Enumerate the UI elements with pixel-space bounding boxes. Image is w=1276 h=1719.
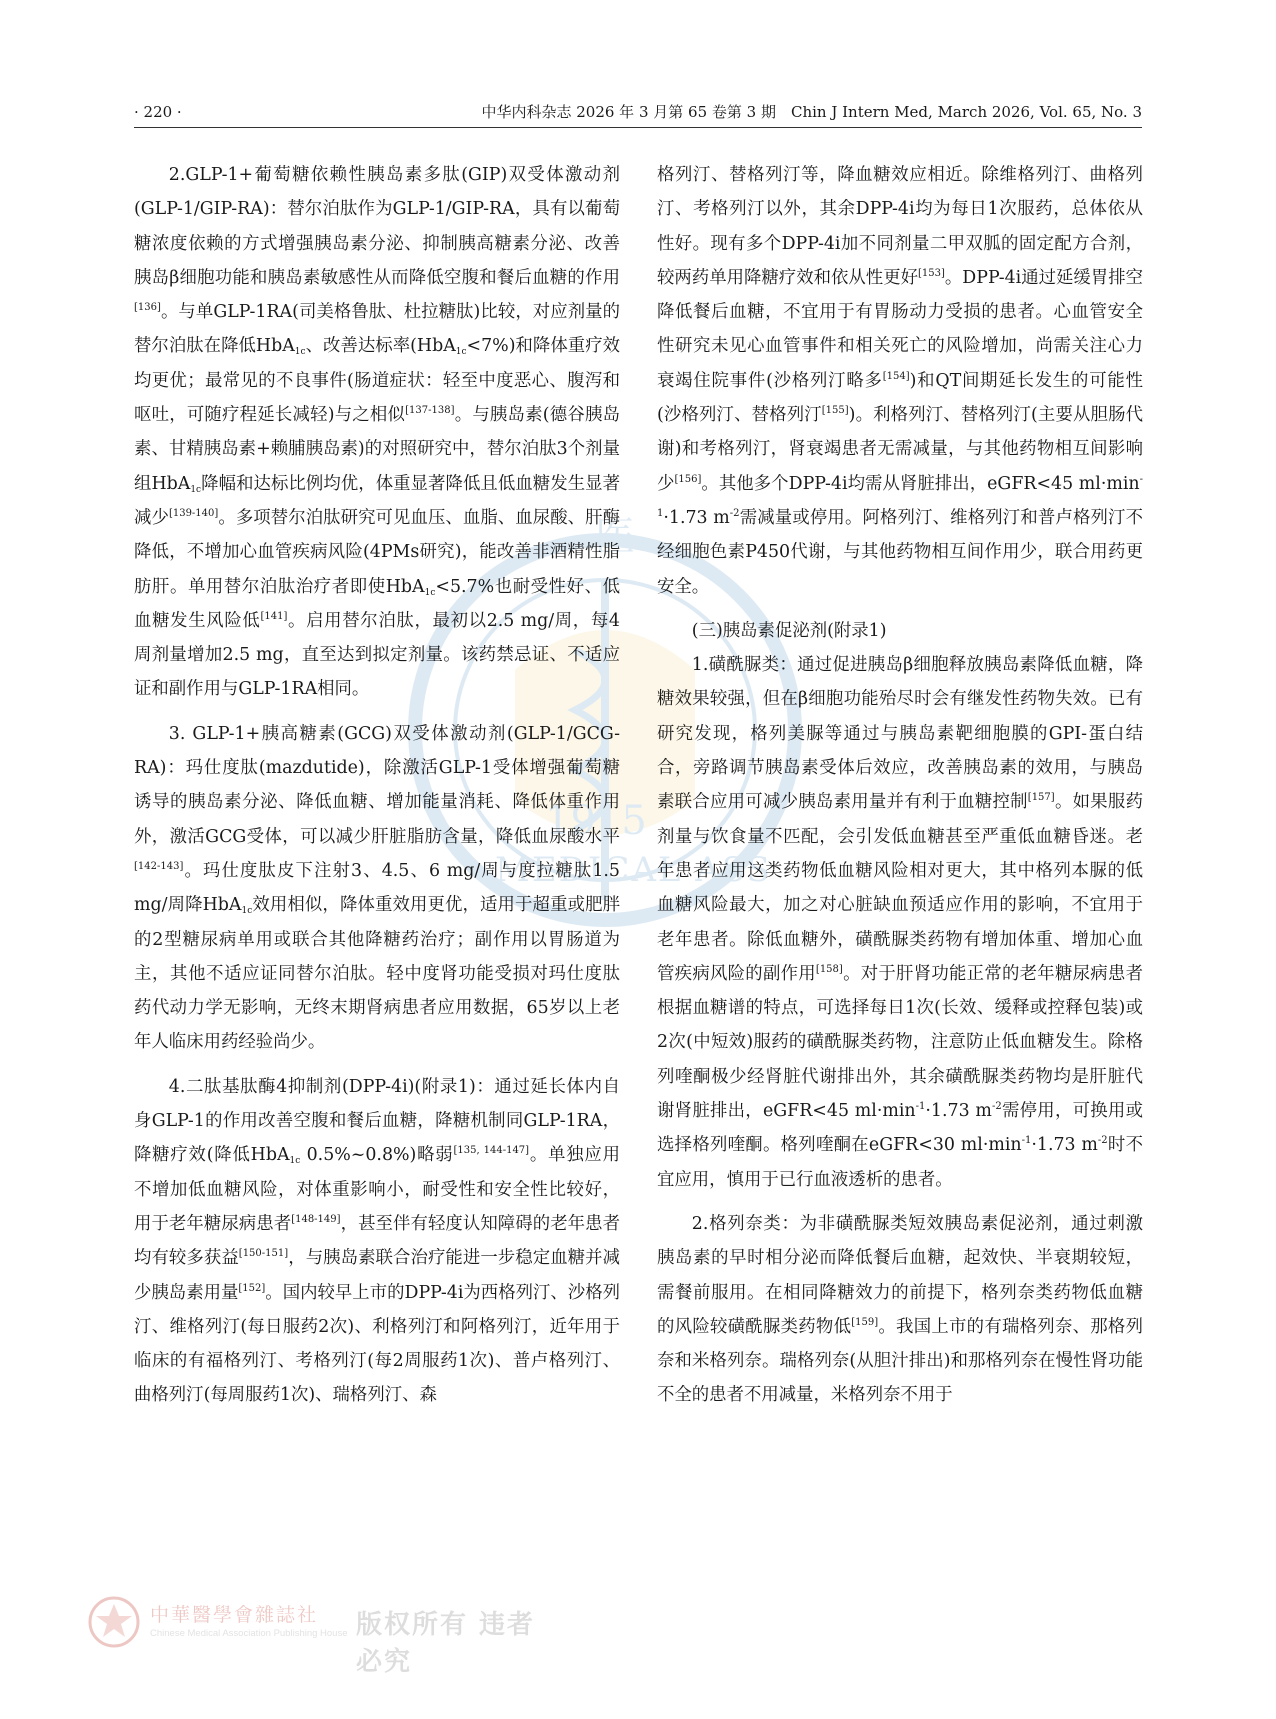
paragraph-dpp4i: 4.二肽基肽酶4抑制剂(DPP-4i)(附录1)：通过延长体内自身GLP-1的作用改善空腹和餐后血糖，降糖机制同GLP-1RA，降糖疗效(降低HbA$_{1c}$ 0.5%~0.8%)略弱[135, 144-147]。单独应用不增加低血糖风险，对体重影响小，耐受性和安全性比较好，用于老年糖尿病患者[148-149]，甚至伴有轻度认知障碍的老年患者均有较多获益[150-151]，与胰岛素联合治疗能进一步稳定血糖并减少胰岛素用量[152]。国内较早上市的DPP-4i为西格列汀、沙格列汀、维格列汀(每日服药2次)、利格列汀和阿格列汀，近年用于临床的有福格列汀、考格列汀(每2周服药1次)、普卢格列汀、曲格列汀(每周服药1次)、瑞格列汀、森 [134, 1076, 620, 1406]
right-column [657, 158, 1143, 1413]
paragraph-glinides: 2.格列奈类：为非磺酰脲类短效胰岛素促泌剂，通过刺激胰岛素的早时相分泌而降低餐后血糖，起效快、半衰期较短，需餐前服用。在相同降糖效力的前提下，格列奈类药物低血糖的风险较磺酰脲类药物低[159]。我国上市的有瑞格列奈、那格列奈和米格列奈。瑞格列奈(从胆汁排出)和那格列奈在慢性肾功能不全的患者不用减量，米格列奈不用于 [657, 1213, 1143, 1406]
watermark-char: 医 [595, 514, 635, 560]
paragraph-glp1-gcg: 3. GLP-1+胰高糖素(GCG)双受体激动剂(GLP-1/GCG-RA)：玛仕度肽(mazdutide)，除激活GLP-1受体增强葡萄糖诱导的胰岛素分泌、降低血糖、增加能量消耗、降低体重作用外，激活GCG受体，可以减少肝脏脂肪含量，降低血尿酸水平[142-143]。玛仕度肽皮下注射3、4.5、6 mg/周与度拉糖肽1.5 mg/周降HbA$_{1c}$效用相似，降体重效用更优，适用于超重或肥胖的2型糖尿病单用或联合其他降糖药治疗；副作用以胃肠道为主，其他不适应证同替尔泊肽。轻中度肾功能受损对玛仕度肽药代动力学无影响，无终末期肾病患者应用数据，65岁以上老年人临床用药经验尚少。 [134, 723, 620, 1053]
watermark-text: MEDICAL ASS [495, 850, 772, 890]
section-heading-insulin-secretagogues: (三)胰岛素促泌剂(附录1) [691, 620, 887, 641]
page-number: · 220 · [134, 103, 182, 121]
publisher-name-en: Chinese Medical Association Publishing House [150, 1628, 348, 1639]
watermark-year: 1915 [545, 798, 647, 844]
copyright-slogan: 版权所有 违者必究 [356, 1610, 536, 1677]
publisher-logo [88, 1596, 558, 1677]
publisher-name-cn: 中華醫學會雜誌社 [150, 1604, 319, 1626]
paragraph-sulfonylureas: 1.磺酰脲类：通过促进胰岛β细胞释放胰岛素降低血糖，降糖效果较强，但在β细胞功能殆尽时会有继发性药物失效。已有研究发现，格列美脲等通过与胰岛素靶细胞膜的GPI-蛋白结合，旁路调节胰岛素受体后效应，改善胰岛素的效用，与胰岛素联合应用可减少胰岛素用量并有利于血糖控制[157]。如果服药剂量与饮食量不匹配，会引发低血糖甚至严重低血糖昏迷。老年患者应用这类药物低血糖风险相对更大，其中格列本脲的低血糖风险最大，加之对心脏缺血预适应作用的影响，不宜用于老年患者。除低血糖外，磺酰脲类药物有增加体重、增加心血管疾病风险的副作用[158]。对于肝肾功能正常的老年糖尿病患者根据血糖谱的特点，可选择每日1次(长效、缓释或控释包装)或2次(中短效)服药的磺酰脲类药物，注意防止低血糖发生。除格列喹酮极少经肾脏代谢排出外，其余磺酰脲类药物均是肝脏代谢肾脏排出，eGFR<45 $ml\cdot\min^{-1}\cdot 1.73$ $m^{-2}$需停用，可换用或选择格列喹酮。格列喹酮在eGFR<30 $ml\cdot\min^{-1}\cdot 1.73$ $m^{-2}$时不宜应用，慎用于已行血液透析的患者。 [657, 655, 1143, 1190]
header-rule [134, 127, 1142, 128]
paragraph-glp1-gip: 2.GLP-1+葡萄糖依赖性胰岛素多肽(GIP)双受体激动剂(GLP-1/GIP-RA)：替尔泊肽作为GLP-1/GIP-RA，具有以葡萄糖浓度依赖的方式增强胰岛素分泌、抑制胰高糖素分泌、改善胰岛β细胞功能和胰岛素敏感性从而降低空腹和餐后血糖的作用[136]。与单GLP-1RA(司美格鲁肽、杜拉糖肽)比较，对应剂量的替尔泊肽在降低HbA$_{1c}$、改善达标率(HbA$_{1c}$<7%)和降体重疗效均更优；最常见的不良事件(肠道症状：轻至中度恶心、腹泻和呕吐，可随疗程延长减轻)与之相似[137-138]。与胰岛素(德谷胰岛素、甘精胰岛素+赖脯胰岛素)的对照研究中，替尔泊肽3个剂量组HbA$_{1c}$降幅和达标比例均优，体重显著降低且低血糖发生显著减少[139-140]。多项替尔泊肽研究可见血压、血脂、血尿酸、肝酶降低，不增加心血管疾病风险(4PMs研究)，能改善非酒精性脂肪肝。单用替尔泊肽治疗者即使HbA$_{1c}$<5.7%也耐受性好、低血糖发生风险低[141]。启用替尔泊肽，最初以2.5 mg/周，每4周剂量增加2.5 mg，直至达到拟定剂量。该药禁忌证、不适应证和副作用与GLP-1RA相同。 [134, 165, 621, 700]
paragraph-dpp4i-cont: 格列汀、替格列汀等，降血糖效应相近。除维格列汀、曲格列汀、考格列汀以外，其余DPP-4i均为每日1次服药，总体依从性好。现有多个DPP-4i加不同剂量二甲双胍的固定配方合剂，较两药单用降糖疗效和依从性更好[153]。DPP-4i通过延缓胃排空降低餐后血糖，不宜用于有胃肠动力受损的患者。心血管安全性研究未见心血管事件和相关死亡的风险增加，尚需关注心力衰竭住院事件(沙格列汀略多[154])和QT间期延长发生的可能性(沙格列汀、替格列汀[155])。利格列汀、替格列汀(主要从胆肠代谢)和考格列汀，肾衰竭患者无需减量，与其他药物相互间影响少[156]。其他多个DPP-4i均需从肾脏排出，eGFR<45 $ml\cdot\min^{-1}\cdot 1.73$ $m^{-2}$需减量或停用。阿格列汀、维格列汀和普卢格列汀不经细胞色素P450代谢，与其他药物相互间作用少，联合用药更安全。 [657, 165, 1143, 597]
journal-citation: 中华内科杂志 2026 年 3 月第 65 卷第 3 期 Chin J Intern Med, March 2026, Vol. 65, No. 3 [481, 103, 1142, 121]
publisher-seal-icon [88, 1596, 140, 1648]
running-header [134, 102, 1142, 122]
left-column [134, 158, 620, 1413]
